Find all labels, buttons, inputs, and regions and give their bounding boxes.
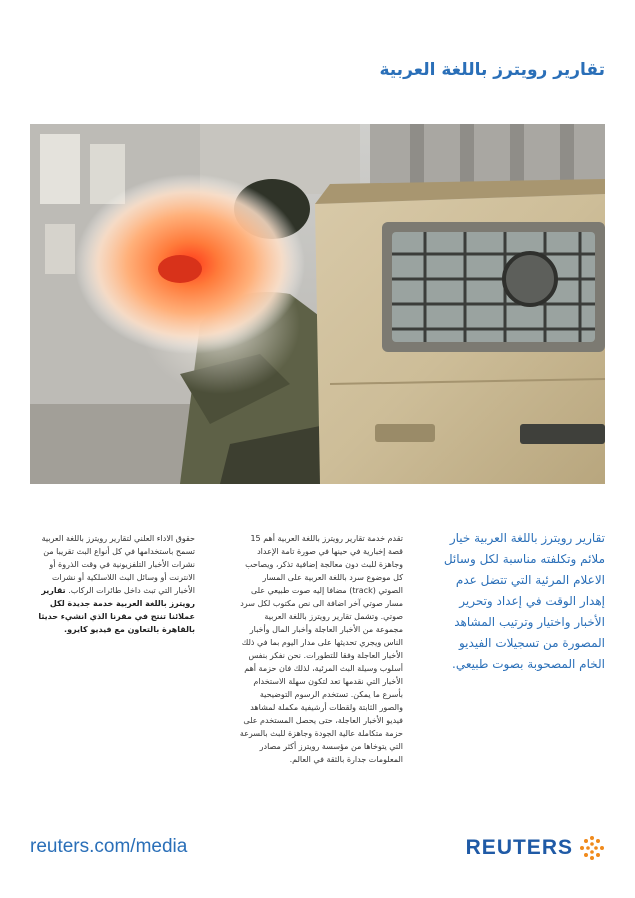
reuters-logo <box>466 832 605 864</box>
page-title: تقارير رويترز باللغة العربية <box>379 60 605 80</box>
body-column-left <box>30 532 195 636</box>
body-column-left-text: حقوق الاداء العلني لتقارير رويترز باللغة العربية تسمح باستخدامها في كل أنواع البث تقريبا من نشرات الأخبار التلفزيونية في وقت الذروة أو الانترنت أو وسائل البث اللاسلكية أو نشرات الأخبار التي تبث داخل طائرات الركاب. <box>41 534 195 595</box>
hero-photo-image <box>30 124 605 484</box>
body-column-left-highlight: تقارير رويترز باللغة العربية خدمة جديدة لكل عملائنا تنتج في مقرنا الذي انشيء حديثا بالقاهرة بالتعاون مع فيديو كايرو. <box>38 586 195 634</box>
lead-paragraph: تقارير رويترز باللغة العربية خيار ملائم وتكلفته مناسبة لكل وسائل الاعلام المرئية التي تتضل عدم إهدار الوقت في إعداد وتحرير الأخبار واختيار وترتيب المشاهد المصورة من تسجيلات الفيديو الخام المصحوبة بصوت طبيعي. <box>443 531 605 671</box>
footer-url-link[interactable]: reuters.com/media <box>30 836 188 857</box>
reuters-dots-icon <box>579 835 605 861</box>
reuters-logo-text: REUTERS <box>465 836 573 859</box>
body-column-middle: تقدم خدمة تقارير رويترز باللغة العربية أهم 15 قصة إخبارية في حينها في صورة تامة الإعداد وجاهزة للبث دون معالجة إضافية تذكر، ويصاحب كل موضوع سرد باللغة العربية على المسار الصوتي (track) مضافا إليه صوت طبيعي على مسار صوتي آخر اضافة الى نص مكتوب لكل سرد صوتي. وتشمل تقارير رويترز باللغة العربية مجموعة من الأخبار العاجلة وأخبار المال وأخبار الناس ويجري تحديثها على مدار اليوم بما في ذلك الأخبار العاجلة وفقا للتطورات. نحن نفكر بنفس أسلوب وسيلة البث المرئية، لذلك فان حزمة أهم الأخبار التي نقدمها تعد لتكون سهلة الاستخدام بأسرع ما يمكن. تستخدم الرسوم التوضيحية والصور الثابتة ولقطات أرشيفية مكملة لمشاهد فيديو الأخبار العاجلة، حتى يحصل المستخدم على حزمة متكاملة عالية الجودة وجاهزة للبث بالسرعة التي يتوخاها من مؤسسة رويترز أكثر مصادر المعلومات جدارة بالثقة في العالم. <box>239 534 403 764</box>
hero-photo <box>30 124 605 484</box>
